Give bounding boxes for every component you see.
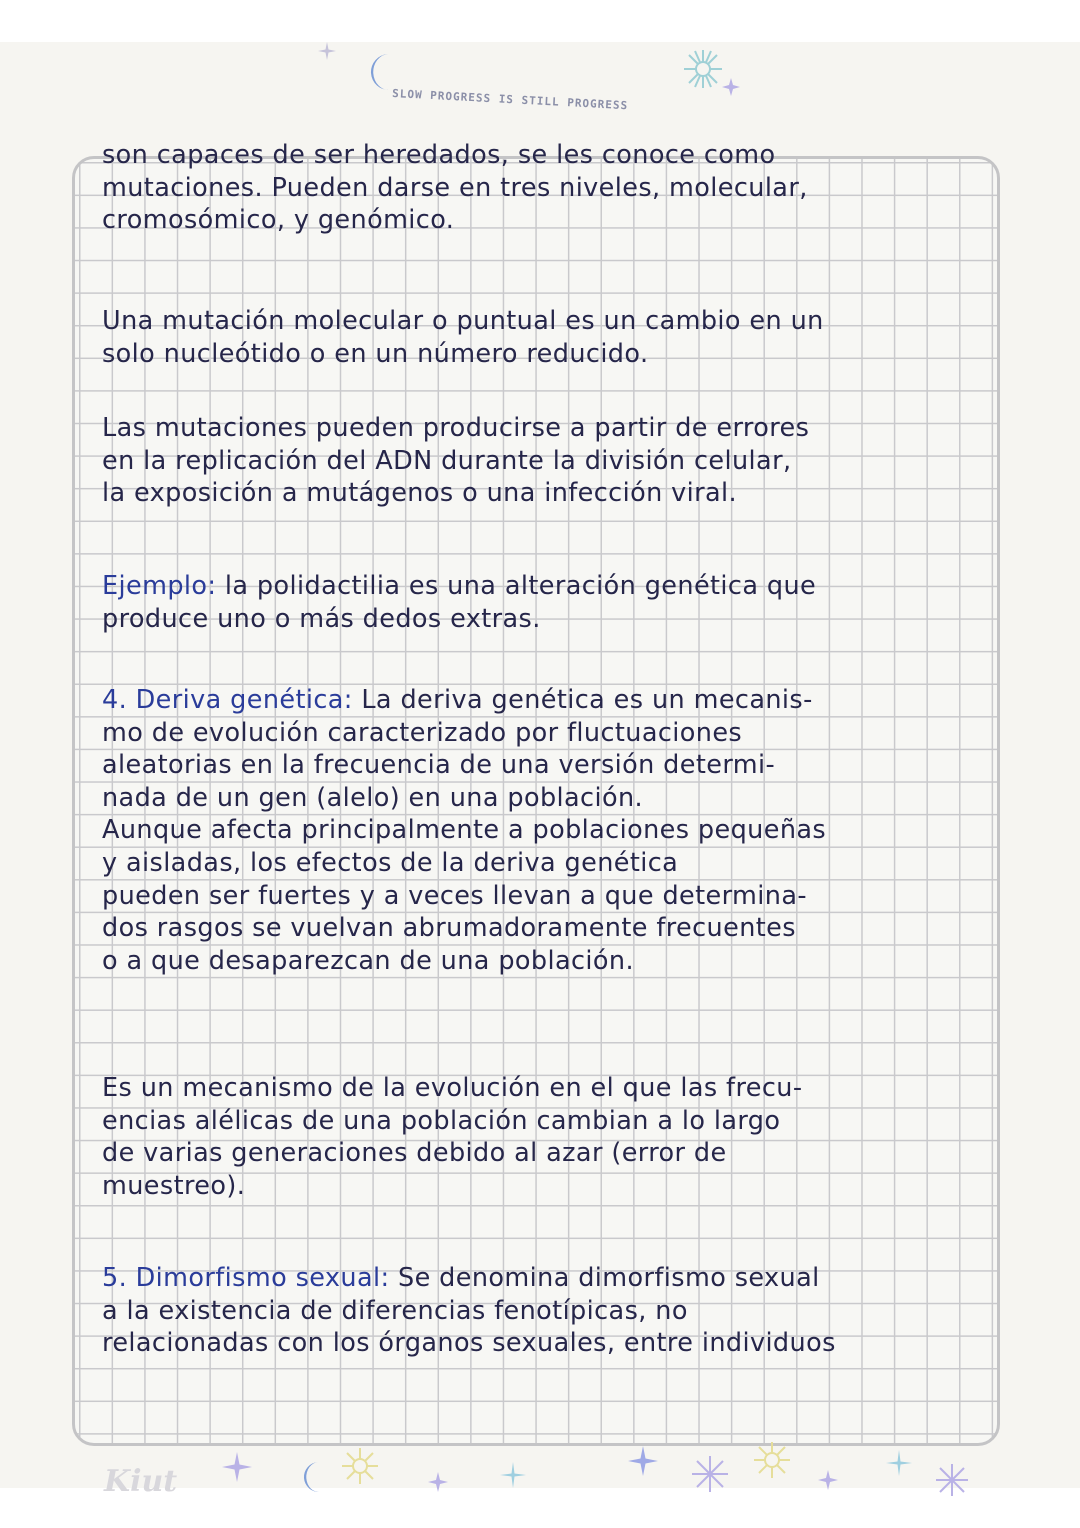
- sun-burst-icon: [690, 1454, 730, 1494]
- text-line: cromosómico, y genómico.: [102, 205, 455, 236]
- paragraph-drift-definition: [102, 1072, 1002, 1202]
- example-text: la polidactilia es una alteración genética que: [224, 571, 817, 601]
- sun-burst-icon: [752, 1440, 792, 1480]
- text-line: de varias generaciones debido al azar (error de: [102, 1138, 727, 1169]
- text-line: muestreo).: [102, 1170, 246, 1201]
- section-genetic-drift: [102, 684, 1002, 977]
- example-label: Ejemplo:: [102, 571, 217, 601]
- text-line: aleatorias en la frecuencia de una versión determi-: [102, 750, 776, 781]
- text-line: Es un mecanismo de la evolución en el que las frecu-: [102, 1073, 803, 1103]
- text-line: la exposición a mutágenos o una infección viral.: [102, 478, 738, 509]
- text-line: mutaciones. Pueden darse en tres niveles, molecular,: [102, 172, 808, 203]
- section-4-text: La deriva genética es un mecanis-: [361, 685, 813, 715]
- text-line: [102, 570, 1002, 603]
- text-line: [102, 1262, 1002, 1295]
- brand-logo: Kiut: [104, 1464, 178, 1499]
- sparkle-icon: [628, 1446, 658, 1476]
- example-polydactyly: [102, 570, 1002, 635]
- section-4-title: 4. Deriva genética:: [102, 685, 353, 715]
- motto-text: SLOW PROGRESS IS STILL PROGRESS: [391, 86, 629, 113]
- text-line: relacionadas con los órganos sexuales, entre individuos: [102, 1328, 836, 1359]
- section-5-title: 5. Dimorfismo sexual:: [102, 1263, 390, 1293]
- text-line: nada de un gen (alelo) en una población.: [102, 782, 644, 813]
- text-line: solo nucleótido o en un número reducido.: [102, 338, 649, 369]
- four-point-star-icon: [428, 1472, 448, 1492]
- paragraph-molecular-mutation: [102, 305, 1002, 370]
- text-line: [102, 684, 1002, 717]
- plus-sparkle-icon: [500, 1462, 526, 1488]
- text-line: o a que desaparezcan de una población.: [102, 945, 634, 976]
- text-line: Una mutación molecular o puntual es un cambio en un: [102, 306, 824, 336]
- text-line: mo de evolución caracterizado por fluctuaciones: [102, 717, 743, 748]
- text-line: son capaces de ser heredados, se les conoce como: [102, 140, 776, 170]
- section-sexual-dimorphism: [102, 1262, 1002, 1360]
- four-point-star-icon: [818, 1470, 838, 1490]
- paragraph-mutations-intro: [102, 139, 1002, 237]
- text-line: Aunque afecta principalmente a poblaciones pequeñas: [102, 815, 827, 846]
- sun-burst-icon: [682, 48, 724, 90]
- paragraph-mutation-causes: [102, 412, 1002, 510]
- text-line: a la existencia de diferencias fenotípicas, no: [102, 1295, 688, 1326]
- sun-burst-icon: [340, 1446, 380, 1486]
- sparkle-icon: [318, 42, 336, 60]
- text-line: dos rasgos se vuelvan abrumadoramente frecuentes: [102, 913, 796, 944]
- text-line: Las mutaciones pueden producirse a partir de errores: [102, 413, 810, 443]
- text-line: produce uno o más dedos extras.: [102, 603, 541, 634]
- sun-burst-icon: [934, 1462, 970, 1498]
- text-line: pueden ser fuertes y a veces llevan a que determina-: [102, 880, 807, 911]
- page-header: [0, 42, 1080, 142]
- sparkle-icon: [222, 1452, 252, 1482]
- text-line: encias alélicas de una población cambian a lo largo: [102, 1105, 781, 1136]
- notebook-page: [0, 42, 1080, 1499]
- plus-sparkle-icon: [886, 1450, 912, 1476]
- crescent-moon-icon: [296, 1460, 326, 1494]
- text-line: y aisladas, los efectos de la deriva genética: [102, 847, 679, 878]
- text-line: en la replicación del ADN durante la división celular,: [102, 445, 792, 476]
- four-point-star-icon: [722, 78, 740, 96]
- section-5-text: Se denomina dimorfismo sexual: [397, 1263, 820, 1293]
